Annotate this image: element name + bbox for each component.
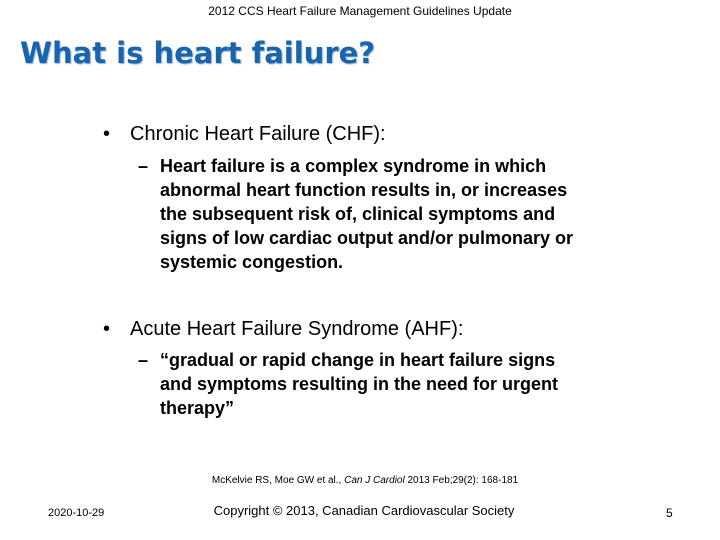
bullet-label: Acute Heart Failure Syndrome (AHF):: [130, 318, 464, 340]
dash-symbol: –: [138, 156, 149, 176]
bullet-symbol: •: [103, 123, 111, 145]
bullet-ahf: [103, 317, 463, 341]
bullet-symbol: •: [103, 318, 111, 340]
page-number: 5: [666, 506, 673, 520]
bullet-label: Chronic Heart Failure (CHF):: [130, 123, 386, 145]
sub-bullet-ahf: [138, 348, 558, 420]
bullet-chf: [103, 122, 386, 146]
sub-line: “gradual or rapid change in heart failure signs: [160, 350, 556, 370]
sub-line: therapy”: [160, 398, 235, 418]
footer-copyright: Copyright © 2013, Canadian Cardiovascular Society: [213, 503, 515, 518]
sub-line: signs of low cardiac output and/or pulmonary or: [160, 228, 574, 248]
sub-line: Heart failure is a complex syndrome in which: [160, 156, 547, 176]
citation-journal: Can J Cardiol: [344, 475, 405, 486]
sub-line: the subsequent risk of, clinical symptoms and: [160, 204, 556, 224]
slide-title: What is heart failure?: [20, 36, 376, 70]
sub-line: systemic congestion.: [160, 252, 344, 272]
header-title: 2012 CCS Heart Failure Management Guidelines Update: [208, 4, 512, 18]
sub-line: abnormal heart function results in, or increases: [160, 180, 568, 200]
dash-symbol: –: [138, 350, 149, 370]
citation: [0, 475, 720, 486]
footer-date: 2020-10-29: [48, 507, 105, 519]
citation-authors: McKelvie RS, Moe GW et al.,: [211, 475, 345, 486]
citation-details: 2013 Feb;29(2): 168-181: [404, 475, 519, 486]
sub-bullet-chf: [138, 154, 573, 274]
sub-line: and symptoms resulting in the need for urgent: [160, 374, 559, 394]
